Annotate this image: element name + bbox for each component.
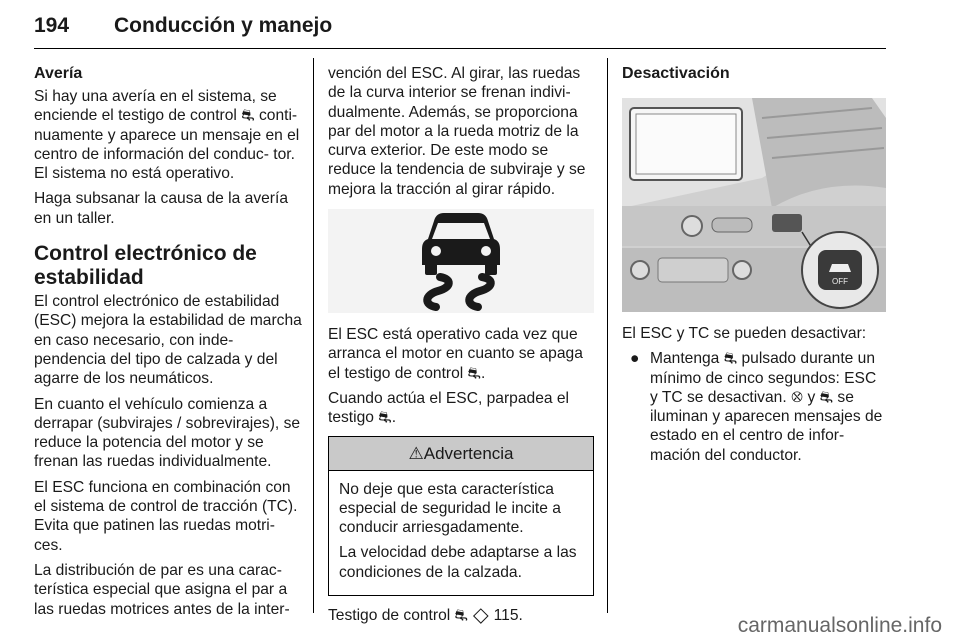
column-2 [328, 64, 594, 631]
warning-paragraph: No deje que esta característica especial de seguridad le incite a conducir arriesgadamente. [339, 480, 561, 537]
deactivation-paragraph: El ESC y TC se pueden desactivar: [622, 325, 867, 342]
esc-skid-figure [328, 209, 594, 313]
bullet-dot: ● [630, 350, 640, 368]
cross-reference: Testigo de control ⛐ ◇ 115. [328, 607, 523, 625]
page-header [34, 8, 886, 49]
esc-paragraph: El control electrónico de estabilidad (ESC) mejora la estabilidad de marcha en caso necesario, con inde- pendencia del tipo de calzada y del agarre de los neumáticos. [34, 293, 302, 388]
warning-title: Advertencia [423, 443, 514, 463]
esc-paragraph: vención del ESC. Al girar, las ruedas de la curva interior se frenan indivi- dualmente. Además, se proporciona par del motor a la rueda motriz de la curva exterior. De este modo se reduce la tendencia de subviraje y se mejora la tracción al girar rápido. [328, 65, 586, 198]
warning-icon: ⚠ [408, 443, 424, 463]
car-skid-icon [328, 209, 594, 313]
fault-paragraph: Si hay una avería en el sistema, se enciende el testigo de control ⛐ conti- nuamente y aparece un mensaje en el centro de información del conduc- tor. El sistema no está operativo. [34, 88, 300, 183]
dashboard-illustration [622, 98, 886, 312]
column-divider [313, 58, 314, 613]
page-title: Conducción y manejo [114, 14, 333, 37]
warning-body [329, 471, 593, 595]
esc-paragraph: En cuanto el vehículo comienza a derrapar (subvirajes / sobrevirajes), se reduce la potencia del motor y se frenan las ruedas individualmente. [34, 395, 301, 471]
warning-paragraph: La velocidad debe adaptarse a las condiciones de la calzada. [339, 544, 577, 581]
bullet-text: Mantenga ⛐ pulsado durante un mínimo de cinco segundos: ESC y TC se desactivan. ⛒ y ⛐ se iluminan y aparecen mensajes de estado en el centro de infor- mación del conductor. [650, 350, 883, 464]
warning-box [328, 436, 594, 596]
esc-paragraph: El ESC está operativo cada vez que arranca el motor en cuanto se apaga el testigo de control ⛐. [328, 326, 583, 382]
off-button-label: OFF [832, 277, 848, 286]
bullet-item [622, 349, 886, 465]
watermark: carmanualsonline.info [737, 614, 942, 637]
fault-heading: Avería [34, 65, 83, 82]
deactivation-heading: Desactivación [622, 65, 730, 82]
warning-header [329, 437, 593, 471]
column-divider [607, 58, 608, 613]
esc-paragraph: El ESC funciona en combinación con el sistema de control de tracción (TC). Evita que patinen las ruedas motri- ces. [34, 478, 298, 554]
esc-paragraph: Cuando actúa el ESC, parpadea el testigo ⛐. [328, 389, 570, 427]
page-number: 194 [34, 14, 70, 37]
column-1 [34, 64, 302, 625]
esc-heading: Control electrónico de estabilidad [34, 242, 257, 290]
esc-paragraph: La distribución de par es una carac- terística especial que asigna el par a las ruedas motrices antes de la inter- [34, 561, 290, 618]
column-3 [622, 64, 886, 465]
fault-paragraph: Haga subsanar la causa de la avería en un taller. [34, 190, 288, 227]
